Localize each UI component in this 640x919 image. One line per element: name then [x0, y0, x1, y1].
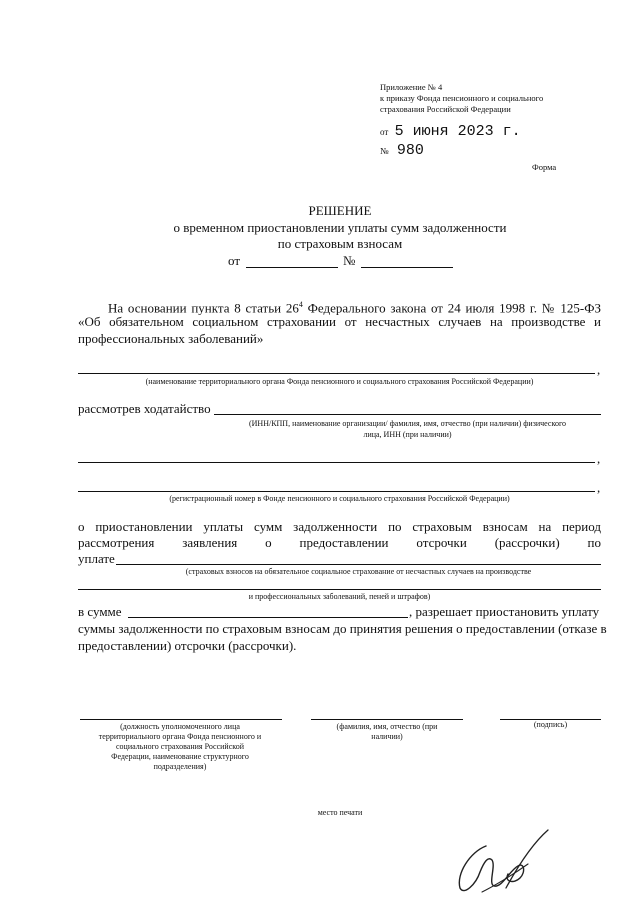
position-caption	[70, 722, 290, 772]
appendix-number-prefix: №	[380, 146, 389, 156]
inn-caption-2: лица, ИНН (при наличии)	[363, 430, 452, 439]
stamp-place-label: место печати	[317, 808, 363, 817]
appendix-number: Приложение № 4	[380, 82, 443, 92]
appendix-number-row	[380, 142, 424, 159]
appendix-date-prefix: от	[380, 127, 389, 137]
appendix-number-value: 980	[396, 142, 424, 159]
comma-1: ,	[597, 362, 601, 377]
decision-number-line	[361, 267, 453, 268]
position-caption-4: Федерации, наименование структурного	[111, 752, 249, 761]
document-title: РЕШЕНИЕ	[308, 203, 372, 218]
suspension-line-3: уплате	[78, 551, 115, 566]
name-caption-2: наличии)	[371, 732, 403, 741]
reg-number-line	[78, 491, 595, 492]
name-caption	[306, 722, 468, 742]
applicant-line	[78, 462, 595, 463]
contributions-caption-2: и профессиональных заболеваний, пеней и штрафов)	[248, 592, 431, 601]
petition-label: рассмотрев ходатайство	[78, 401, 211, 416]
position-caption-5: подразделения)	[153, 762, 207, 771]
inn-caption-1: (ИНН/КПП, наименование организации/ фамилия, имя, отчество (при наличии) физического	[248, 419, 567, 428]
reg-number-caption: (регистрационный номер в Фонде пенсионного и социального страхования Российской Федерации)	[169, 494, 510, 503]
contributions-line	[78, 589, 601, 590]
decision-number-label: №	[343, 253, 356, 268]
amount-line	[128, 617, 408, 618]
document-subtitle: о временном приостановлении уплаты сумм задолженности	[173, 220, 507, 235]
amount-suffix: , разрешает приостановить уплату	[409, 604, 600, 619]
basis-line-2: «Об обязательном социальном страховании от несчастных случаев на производстве и	[78, 314, 601, 329]
appendix-date	[380, 123, 521, 140]
basis-text-b: Федерального закона от 24 июля 1998 г. № 125-ФЗ	[302, 300, 601, 316]
basis-superscript: 4	[298, 300, 303, 309]
basis-line-3: профессиональных заболеваний»	[78, 331, 264, 346]
decision-date-line	[246, 267, 338, 268]
amount-line-2: суммы задолженности по страховым взносам до принятия решения о предоставлении (отказе в	[78, 621, 607, 636]
form-label: Форма	[532, 162, 557, 172]
payment-line	[116, 564, 601, 565]
basis-text-a: На основании пункта 8 статьи 26	[108, 300, 299, 316]
appendix-order-line: к приказу Фонда пенсионного и социального	[380, 93, 544, 103]
comma-2: ,	[597, 451, 601, 466]
suspension-line-2: рассмотрения заявления о предоставлении отсрочки (рассрочки) по	[78, 535, 601, 550]
territorial-body-line	[78, 373, 595, 374]
territorial-body-caption: (наименование территориального органа Фонда пенсионного и социального страхования Российской Федерации)	[145, 377, 534, 386]
appendix-fund-line: страхования Российской Федерации	[380, 104, 511, 114]
sign-caption: (подпись)	[533, 720, 568, 729]
comma-3: ,	[597, 480, 601, 495]
suspension-line-1: о приостановлении уплаты сумм задолженности по страховым взносам на период	[78, 519, 601, 534]
appendix-date-value: 5 июня 2023 г.	[394, 123, 521, 140]
document-subtitle-2: по страховым взносам	[277, 236, 403, 251]
position-caption-1: (должность уполномоченного лица	[120, 722, 240, 731]
handwritten-signature	[448, 826, 560, 898]
name-line	[311, 719, 463, 720]
decision-date-label: от	[228, 253, 241, 268]
petition-line	[214, 414, 601, 415]
position-line	[80, 719, 282, 720]
amount-label: в сумме	[78, 604, 122, 619]
position-caption-3: социального страхования Российской	[115, 742, 245, 751]
name-caption-1: (фамилия, имя, отчество (при	[336, 722, 438, 731]
position-caption-2: территориального органа Фонда пенсионного и	[98, 732, 262, 741]
appendix-block	[380, 82, 543, 115]
contributions-caption-1: (страховых взносов на обязательное социальное страхование от несчастных случаев на производстве	[185, 567, 532, 576]
amount-line-3: предоставлении) отсрочки (рассрочки).	[78, 638, 297, 653]
